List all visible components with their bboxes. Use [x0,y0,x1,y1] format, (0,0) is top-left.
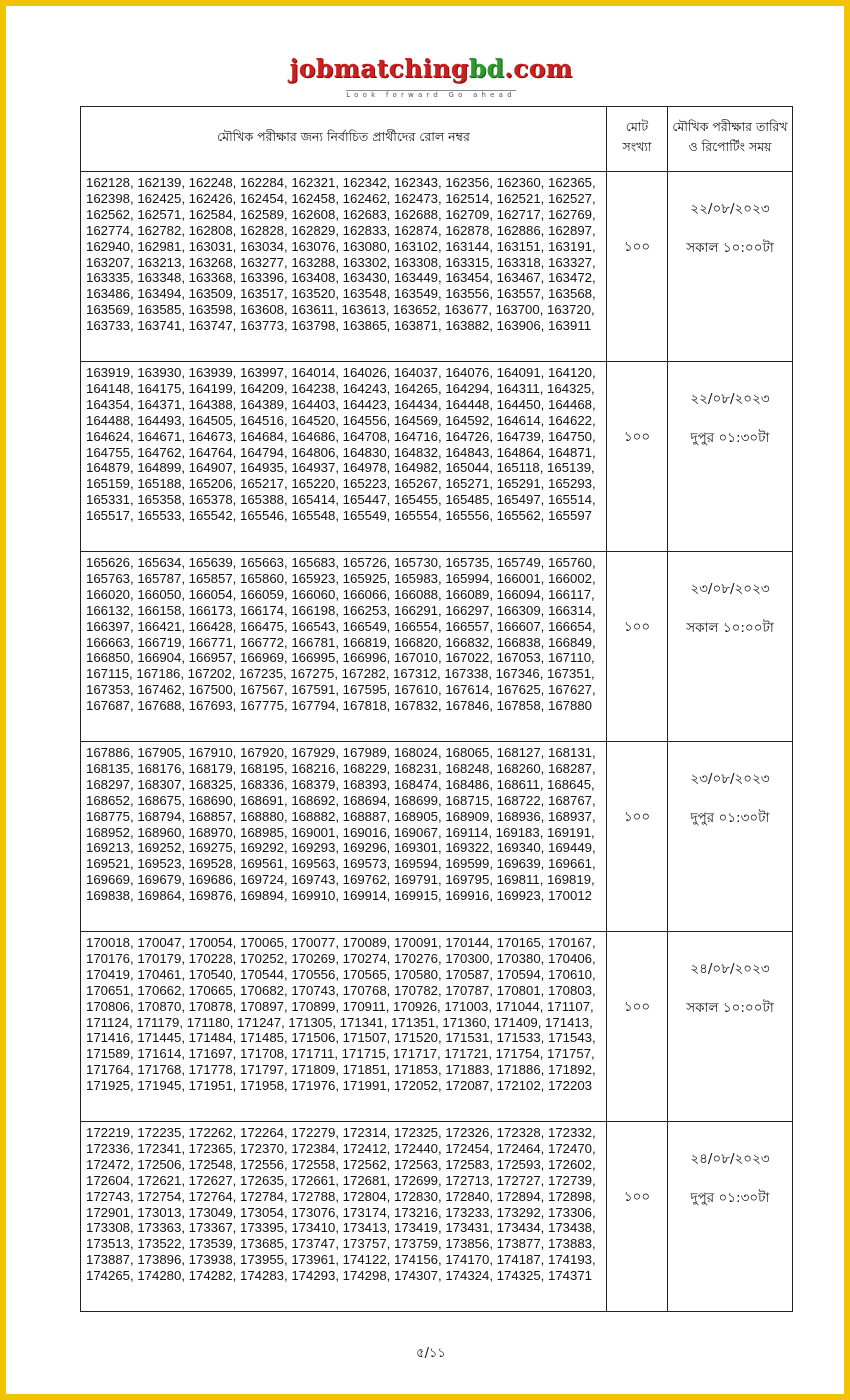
table-row [81,742,793,932]
roll-numbers-cell: 167886, 167905, 167910, 167920, 167929, 167989, 168024, 168065, 168127, 168131, 168135, 168176, 168179, 168195, 168216, 168229, 168231, 168248, 168260, 168287, 168297, 168307, 168325, 168336, 168379, 168393, 168474, 168486, 168611, 168645, 168652, 168675, 168690, 168691, 168692, 168694, 168699, 168715, 168722, 168767, 168775, 168794, 168857, 168880, 168882, 168887, 168905, 168909, 168936, 168937, 168952, 168960, 168970, 168985, 169001, 169016, 169067, 169114, 169183, 169191, 169213, 169252, 169275, 169292, 169293, 169296, 169301, 169322, 169340, 169449, 169521, 169523, 169528, 169561, 169563, 169573, 169594, 169599, 169639, 169661, 169669, 169679, 169686, 169724, 169743, 169762, 169791, 169795, 169811, 169819, 169838, 169864, 169876, 169894, 169910, 169914, 169915, 169916, 169923, 170012 [81,742,607,932]
header-date-time: মৌখিক পরীক্ষার তারিখ ও রিপোর্টিং সময় [668,107,793,172]
schedule-cell [668,1122,793,1312]
table-row [81,362,793,552]
logo-tagline: Look forward Go ahead [346,91,516,99]
viva-schedule-table [80,106,793,1312]
logo-wordmark [6,56,850,82]
table-row [81,1122,793,1312]
logo-text-red: jobmatching [289,54,469,83]
schedule-cell [668,172,793,362]
count-cell: ১০০ [607,172,668,362]
schedule-cell [668,932,793,1122]
reporting-time: দুপুর ০১:৩০টা [690,810,770,826]
exam-date: ২৩/০৮/২০২৩ [690,581,770,597]
roll-numbers-cell: 163919, 163930, 163939, 163997, 164014, 164026, 164037, 164076, 164091, 164120, 164148, 164175, 164199, 164209, 164238, 164243, 164265, 164294, 164311, 164325, 164354, 164371, 164388, 164389, 164403, 164423, 164434, 164448, 164450, 164468, 164488, 164493, 164505, 164516, 164520, 164556, 164569, 164592, 164614, 164622, 164624, 164671, 164673, 164684, 164686, 164708, 164716, 164726, 164739, 164750, 164755, 164762, 164764, 164794, 164806, 164830, 164832, 164843, 164864, 164871, 164879, 164899, 164907, 164935, 164937, 164978, 164982, 165044, 165118, 165139, 165159, 165188, 165206, 165217, 165220, 165223, 165267, 165271, 165291, 165293, 165331, 165358, 165378, 165388, 165414, 165447, 165455, 165485, 165497, 165514, 165517, 165533, 165542, 165546, 165548, 165549, 165554, 165556, 165562, 165597 [81,362,607,552]
reporting-time: দুপুর ০১:৩০টা [690,1190,770,1206]
exam-date: ২৪/০৮/২০২৩ [690,1151,770,1167]
reporting-time: সকাল ১০:০০টা [686,620,774,636]
logo-text-green: bd [468,54,505,83]
schedule-cell [668,552,793,742]
count-cell: ১০০ [607,1122,668,1312]
table-row [81,172,793,362]
exam-date: ২৪/০৮/২০২৩ [690,961,770,977]
roll-numbers-cell: 170018, 170047, 170054, 170065, 170077, 170089, 170091, 170144, 170165, 170167, 170176, 170179, 170228, 170252, 170269, 170274, 170276, 170300, 170380, 170406, 170419, 170461, 170540, 170544, 170556, 170565, 170580, 170587, 170594, 170610, 170651, 170662, 170665, 170682, 170743, 170768, 170782, 170787, 170801, 170803, 170806, 170870, 170878, 170897, 170899, 170911, 170926, 171003, 171044, 171107, 171124, 171179, 171180, 171247, 171305, 171341, 171351, 171360, 171409, 171413, 171416, 171445, 171484, 171485, 171506, 171507, 171520, 171531, 171533, 171543, 171589, 171614, 171697, 171708, 171711, 171715, 171717, 171721, 171754, 171757, 171764, 171768, 171778, 171797, 171809, 171851, 171853, 171883, 171886, 171892, 171925, 171945, 171951, 171958, 171976, 171991, 172052, 172087, 172102, 172203 [81,932,607,1122]
roll-numbers-cell: 172219, 172235, 172262, 172264, 172279, 172314, 172325, 172326, 172328, 172332, 172336, 172341, 172365, 172370, 172384, 172412, 172440, 172454, 172464, 172470, 172472, 172506, 172548, 172556, 172558, 172562, 172563, 172583, 172593, 172602, 172604, 172621, 172627, 172635, 172661, 172681, 172699, 172713, 172727, 172739, 172743, 172754, 172764, 172784, 172788, 172804, 172830, 172840, 172894, 172898, 172901, 173013, 173049, 173054, 173076, 173174, 173216, 173233, 173292, 173306, 173308, 173363, 173367, 173395, 173410, 173413, 173419, 173431, 173434, 173438, 173513, 173522, 173539, 173685, 173747, 173757, 173759, 173856, 173877, 173883, 173887, 173896, 173938, 173955, 173961, 174122, 174156, 174170, 174187, 174193, 174265, 174280, 174282, 174283, 174293, 174298, 174307, 174324, 174325, 174371 [81,1122,607,1312]
page-number: ৫/১১ [416,1346,446,1361]
table-row [81,932,793,1122]
header-total-count: মোট সংখ্যা [607,107,668,172]
header-roll-numbers: মৌখিক পরীক্ষার জন্য নির্বাচিত প্রার্থীদের রোল নম্বর [81,107,607,172]
exam-date: ২৩/০৮/২০২৩ [690,771,770,787]
roll-numbers-cell: 165626, 165634, 165639, 165663, 165683, 165726, 165730, 165735, 165749, 165760, 165763, 165787, 165857, 165860, 165923, 165925, 165983, 165994, 166001, 166002, 166020, 166050, 166054, 166059, 166060, 166066, 166088, 166089, 166094, 166117, 166132, 166158, 166173, 166174, 166198, 166253, 166291, 166297, 166309, 166314, 166397, 166421, 166428, 166475, 166543, 166549, 166554, 166557, 166607, 166654, 166663, 166719, 166771, 166772, 166781, 166819, 166820, 166832, 166838, 166849, 166850, 166904, 166957, 166969, 166995, 166996, 167010, 167022, 167053, 167110, 167115, 167186, 167202, 167235, 167275, 167282, 167312, 167338, 167346, 167351, 167353, 167462, 167500, 167567, 167591, 167595, 167610, 167614, 167625, 167627, 167687, 167688, 167693, 167775, 167794, 167818, 167832, 167846, 167858, 167880 [81,552,607,742]
reporting-time: সকাল ১০:০০টা [686,240,774,256]
exam-date: ২২/০৮/২০২৩ [690,201,770,217]
count-cell: ১০০ [607,552,668,742]
table-row [81,552,793,742]
site-logo [6,56,850,101]
exam-date: ২২/০৮/২০২৩ [690,391,770,407]
table-header-row [81,107,793,172]
roll-numbers-cell: 162128, 162139, 162248, 162284, 162321, 162342, 162343, 162356, 162360, 162365, 162398, 162425, 162426, 162454, 162458, 162462, 162473, 162514, 162521, 162527, 162562, 162571, 162584, 162589, 162608, 162683, 162688, 162709, 162717, 162769, 162774, 162782, 162808, 162828, 162829, 162833, 162874, 162878, 162886, 162897, 162940, 162981, 163031, 163034, 163076, 163080, 163102, 163144, 163151, 163191, 163207, 163213, 163268, 163277, 163288, 163302, 163308, 163315, 163318, 163327, 163335, 163348, 163368, 163396, 163408, 163430, 163449, 163454, 163467, 163472, 163486, 163494, 163509, 163517, 163520, 163548, 163549, 163556, 163557, 163568, 163569, 163585, 163598, 163608, 163611, 163613, 163652, 163677, 163700, 163720, 163733, 163741, 163747, 163773, 163798, 163865, 163871, 163882, 163906, 163911 [81,172,607,362]
schedule-cell [668,362,793,552]
reporting-time: সকাল ১০:০০টা [686,1000,774,1016]
count-cell: ১০০ [607,362,668,552]
count-cell: ১০০ [607,742,668,932]
schedule-cell [668,742,793,932]
logo-text-dotcom: .com [504,54,573,83]
count-cell: ১০০ [607,932,668,1122]
reporting-time: দুপুর ০১:৩০টা [690,430,770,446]
